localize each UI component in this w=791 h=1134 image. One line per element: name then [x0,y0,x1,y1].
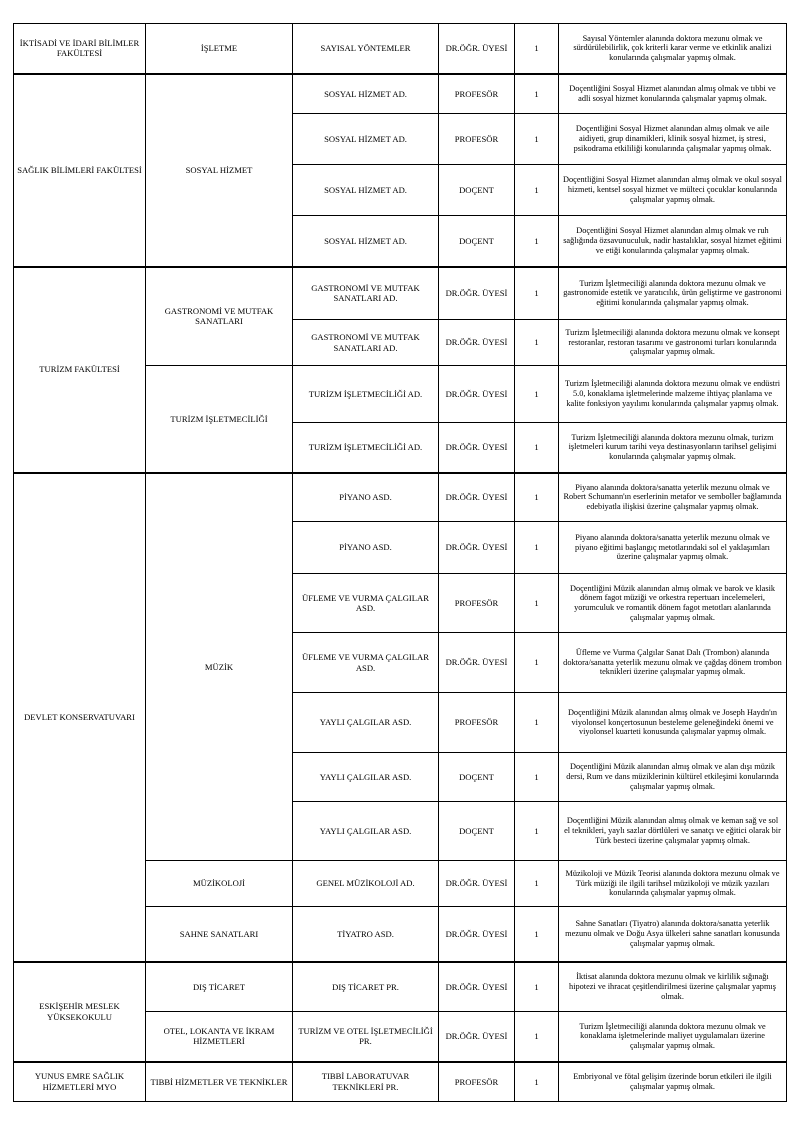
department-cell: DIŞ TİCARET [146,962,293,1012]
subdepartment-cell: GASTRONOMİ VE MUTFAK SANATLARI AD. [293,320,439,366]
subdepartment-cell: TIBBİ LABORATUVAR TEKNİKLERİ PR. [293,1062,439,1102]
subdepartment-cell: GENEL MÜZİKOLOJİ AD. [293,861,439,907]
subdepartment-cell: YAYLI ÇALGILAR ASD. [293,753,439,802]
title-cell: DR.ÖĞR. ÜYESİ [439,907,515,962]
description-cell: Sahne Sanatları (Tiyatro) alanında doktora/sanatta yeterlik mezunu olmak ve Doğu Asya ülkeleri sahne sanatları konusunda çalışmalar yapmış olmak. [559,907,787,962]
department-cell: SAHNE SANATLARI [146,907,293,962]
count-cell: 1 [515,907,559,962]
title-cell: DOÇENT [439,165,515,216]
subdepartment-cell: TURİZM İŞLETMECİLİĞİ AD. [293,366,439,423]
faculty-cell: TURİZM FAKÜLTESİ [14,267,146,473]
subdepartment-cell: TURİZM İŞLETMECİLİĞİ AD. [293,423,439,473]
description-cell: Doçentliğini Müzik alanından almış olmak ve Joseph Haydn'ın viyolonsel konçertosunun besteleme geleneğindeki önemi ve viyolonsel kuarteti konusunda çalışmalar yapmış olmak. [559,693,787,753]
count-cell: 1 [515,320,559,366]
title-cell: DR.ÖĞR. ÜYESİ [439,366,515,423]
title-cell: PROFESÖR [439,1062,515,1102]
count-cell: 1 [515,165,559,216]
description-cell: Turizm İşletmeciliği alanında doktora mezunu olmak, turizm işletmeleri kurum tarihi veya destinasyonların tarihsel gelişimi konularında çalışmalar yapmış olmak. [559,423,787,473]
count-cell: 1 [515,1062,559,1102]
description-cell: Turizm İşletmeciliği alanında doktora mezunu olmak ve endüstri 5.0, konaklama işletmelerinde malzeme ihtiyaç planlama ve kalite fonksiyon yayılımı konularında çalışmalar yapmış olmak. [559,366,787,423]
table-row [14,473,787,522]
table-row [14,267,787,320]
description-cell: Turizm İşletmeciliği alanında doktora mezunu olmak ve konsept restoranlar, restoran tasarımı ve gastronomi turları konularında çalışmalar yapmış olmak. [559,320,787,366]
count-cell: 1 [515,216,559,267]
title-cell: DR.ÖĞR. ÜYESİ [439,24,515,74]
department-cell: OTEL, LOKANTA VE İKRAM HİZMETLERİ [146,1012,293,1062]
title-cell: DOÇENT [439,753,515,802]
subdepartment-cell: SOSYAL HİZMET AD. [293,114,439,165]
position-table [13,23,787,1102]
subdepartment-cell: TİYATRO ASD. [293,907,439,962]
department-cell: MÜZİK [146,473,293,861]
subdepartment-cell: TURİZM VE OTEL İŞLETMECİLİĞİ PR. [293,1012,439,1062]
table-row [14,24,787,74]
count-cell: 1 [515,861,559,907]
title-cell: DOÇENT [439,216,515,267]
count-cell: 1 [515,366,559,423]
subdepartment-cell: GASTRONOMİ VE MUTFAK SANATLARI AD. [293,267,439,320]
table-row [14,1062,787,1102]
title-cell: PROFESÖR [439,114,515,165]
faculty-cell: YUNUS EMRE SAĞLIK HİZMETLERİ MYO [14,1062,146,1102]
description-cell: Turizm İşletmeciliği alanında doktora mezunu olmak ve gastronomide estetik ve yaratıcılık, ürün geliştirme ve gastronomi eğitimi konularında çalışmalar yapmış olmak. [559,267,787,320]
title-cell: DR.ÖĞR. ÜYESİ [439,633,515,693]
faculty-cell: İKTİSADİ VE İDARİ BİLİMLER FAKÜLTESİ [14,24,146,74]
count-cell: 1 [515,962,559,1012]
subdepartment-cell: YAYLI ÇALGILAR ASD. [293,693,439,753]
description-cell: Piyano alanında doktora/sanatta yeterlik mezunu olmak ve Robert Schumann'ın eserlerinin metafor ve semboller bağlamında edebiyatla ilişkisi üzerine çalışmalar yapmış olmak. [559,473,787,522]
title-cell: PROFESÖR [439,693,515,753]
description-cell: Doçentliğini Müzik alanından almış olmak ve barok ve klasik dönem fagot müziği ve orkestra repertuarı incelemeleri, yorumculuk ve romantik dönem fagot metotları alanlarında çalışmalar yapmış olmak. [559,574,787,633]
description-cell: Doçentliğini Sosyal Hizmet alanından almış olmak ve tıbbi ve adli sosyal hizmet konularında çalışmalar yapmış olmak. [559,74,787,114]
subdepartment-cell: YAYLI ÇALGILAR ASD. [293,802,439,861]
description-cell: Üfleme ve Vurma Çalgılar Sanat Dalı (Trombon) alanında doktora/sanatta yeterlik mezunu olmak ve çağdaş dönem trombon teknikleri üzerine çalışmalar yapmış olmak. [559,633,787,693]
title-cell: DR.ÖĞR. ÜYESİ [439,267,515,320]
count-cell: 1 [515,522,559,574]
description-cell: Sayısal Yöntemler alanında doktora mezunu olmak ve sürdürülebilirlik, çok kriterli karar verme ve etkinlik analizi konularında çalışmalar yapmış olmak. [559,24,787,74]
subdepartment-cell: SOSYAL HİZMET AD. [293,74,439,114]
count-cell: 1 [515,473,559,522]
count-cell: 1 [515,24,559,74]
title-cell: DR.ÖĞR. ÜYESİ [439,320,515,366]
title-cell: DR.ÖĞR. ÜYESİ [439,861,515,907]
count-cell: 1 [515,753,559,802]
department-cell: GASTRONOMİ VE MUTFAK SANATLARI [146,267,293,366]
subdepartment-cell: ÜFLEME VE VURMA ÇALGILAR ASD. [293,574,439,633]
description-cell: Müzikoloji ve Müzik Teorisi alanında doktora mezunu olmak ve Türk müziği ile ilgili tarihsel müzikoloji ve müzik yazıları konularında çalışmalar yapmış olmak. [559,861,787,907]
count-cell: 1 [515,1012,559,1062]
description-cell: İktisat alanında doktora mezunu olmak ve kirlilik sığınağı hipotezi ve ihracat çeşitlendirilmesi üzerine çalışmalar yapmış olmak. [559,962,787,1012]
title-cell: DR.ÖĞR. ÜYESİ [439,962,515,1012]
department-cell: SOSYAL HİZMET [146,74,293,267]
count-cell: 1 [515,693,559,753]
title-cell: PROFESÖR [439,574,515,633]
title-cell: DR.ÖĞR. ÜYESİ [439,423,515,473]
subdepartment-cell: DIŞ TİCARET PR. [293,962,439,1012]
count-cell: 1 [515,74,559,114]
description-cell: Embriyonal ve fötal gelişim üzerinde borun etkileri ile ilgili çalışmalar yapmış olmak. [559,1062,787,1102]
description-cell: Turizm İşletmeciliği alanında doktora mezunu olmak ve konaklama işletmelerinde maliyet uygulamaları üzerine çalışmalar yapmış olmak. [559,1012,787,1062]
faculty-cell: SAĞLIK BİLİMLERİ FAKÜLTESİ [14,74,146,267]
department-cell: İŞLETME [146,24,293,74]
description-cell: Doçentliğini Müzik alanından almış olmak ve keman sağ ve sol el teknikleri, yaylı sazlar dörtlüleri ve sanatçı ve eğitici olarak bir Türk besteci üzerine çalışmalar yapmış olmak. [559,802,787,861]
position-table-container [13,23,786,1102]
department-cell: TURİZM İŞLETMECİLİĞİ [146,366,293,473]
count-cell: 1 [515,574,559,633]
subdepartment-cell: SOSYAL HİZMET AD. [293,216,439,267]
subdepartment-cell: SOSYAL HİZMET AD. [293,165,439,216]
title-cell: DOÇENT [439,802,515,861]
title-cell: DR.ÖĞR. ÜYESİ [439,473,515,522]
table-row [14,74,787,114]
department-cell: TIBBİ HİZMETLER VE TEKNİKLER [146,1062,293,1102]
count-cell: 1 [515,802,559,861]
count-cell: 1 [515,114,559,165]
count-cell: 1 [515,267,559,320]
count-cell: 1 [515,633,559,693]
description-cell: Doçentliğini Müzik alanından almış olmak ve alan dışı müzik dersi, Rum ve dans müziklerinin kültürel etkileşimi konularında çalışmalar yapmış olmak. [559,753,787,802]
title-cell: DR.ÖĞR. ÜYESİ [439,1012,515,1062]
description-cell: Piyano alanında doktora/sanatta yeterlik mezunu olmak ve piyano eğitimi başlangıç metotlarındaki sol el yaklaşımları üzerine çalışmalar yapmış olmak. [559,522,787,574]
description-cell: Doçentliğini Sosyal Hizmet alanından almış olmak ve aile aidiyeti, grup dinamikleri, klinik sosyal hizmet, iş stresi, psikodrama etkililiği konularında çalışmalar yapmış olmak. [559,114,787,165]
faculty-cell: ESKİŞEHİR MESLEK YÜKSEKOKULU [14,962,146,1062]
count-cell: 1 [515,423,559,473]
subdepartment-cell: ÜFLEME VE VURMA ÇALGILAR ASD. [293,633,439,693]
title-cell: DR.ÖĞR. ÜYESİ [439,522,515,574]
description-cell: Doçentliğini Sosyal Hizmet alanından almış olmak ve okul sosyal hizmeti, kentsel sosyal hizmet ve mülteci çocuklar konularında çalışmalar yapmış olmak. [559,165,787,216]
faculty-cell: DEVLET KONSERVATUVARI [14,473,146,962]
table-row [14,962,787,1012]
subdepartment-cell: SAYISAL YÖNTEMLER [293,24,439,74]
subdepartment-cell: PİYANO ASD. [293,473,439,522]
department-cell: MÜZİKOLOJİ [146,861,293,907]
description-cell: Doçentliğini Sosyal Hizmet alanından almış olmak ve ruh sağlığında özsavunuculuk, nadir hastalıklar, sosyal hizmet eğitimi ve etiği konularında çalışmalar yapmış olmak. [559,216,787,267]
subdepartment-cell: PİYANO ASD. [293,522,439,574]
title-cell: PROFESÖR [439,74,515,114]
